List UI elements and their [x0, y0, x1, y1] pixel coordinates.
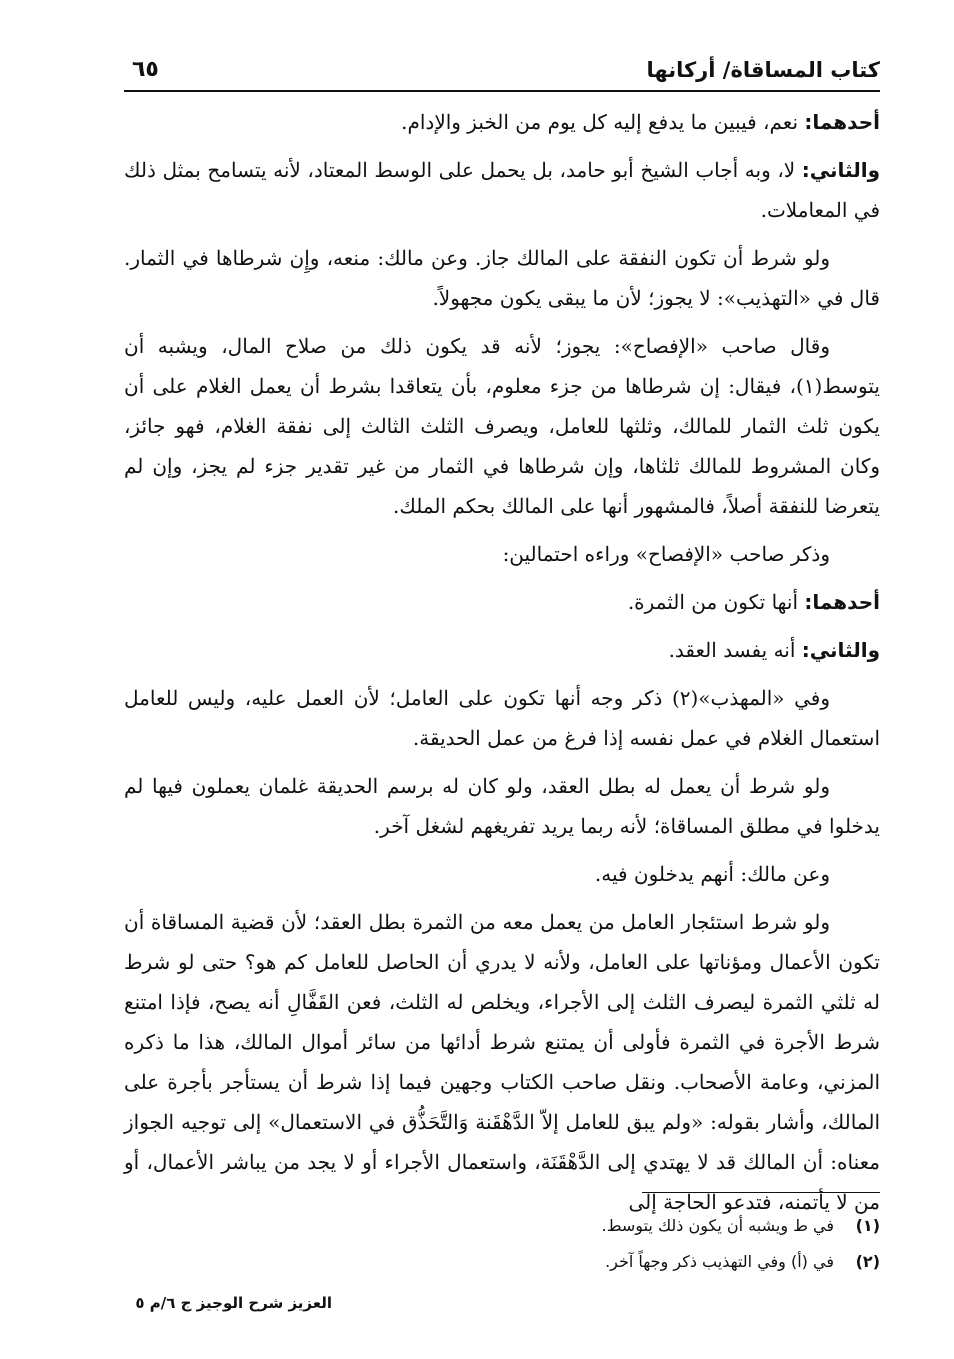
paragraph-text: وعن مالك: أنهم يدخلون فيه. [594, 862, 830, 886]
paragraph-text: ولو شرط أن تكون النفقة على المالك جاز. وعن مالك: منعه، وإِن شرطاها في الثمار. قال في «التهذيب»: لا يجوز؛ لأن ما يبقى يكون مجهولاً. [124, 246, 880, 310]
paragraph-text: لا، وبه أجاب الشيخ أبو حامد، بل يحمل على الوسط المعتاد، لأنه يتسامح بمثل ذلك في المعاملات. [124, 158, 880, 222]
paragraph [124, 238, 880, 318]
signature-line: العزيز شرح الوجيز ج ٦/م ٥ [135, 1294, 332, 1312]
paragraph-text: نعم، فيبين ما يدفع إليه كل يوم من الخبز والإدام. [401, 110, 805, 134]
paragraph-lead: والثاني: [801, 638, 880, 662]
paragraph [124, 326, 880, 526]
footnote-mark: (١) [855, 1216, 880, 1235]
footnotes [124, 1208, 880, 1280]
footnote [124, 1244, 880, 1280]
footnote-mark: (٢) [855, 1252, 880, 1271]
footnote-text: في ط ويشبه أن يكون ذلك يتوسط. [601, 1216, 834, 1235]
paragraph-text: ولو شرط استئجار العامل من يعمل معه من الثمرة بطل العقد؛ لأن قضية المساقاة أن تكون الأعمال ومؤناتها على العامل، ولأنه لا يدري أن الحاصل للعامل كم هو؟ حتى لو شرط له ثلثي الثمرة ليصرف الثلث إلى الأجراء، ويخلص له الثلث، فعن القَفَّالِ أنه يصح، فإذا امتنع شرط الأجرة في الثمرة فأولى أن يمتنع شرط أدائها من سائر أموال المالك، هذا ما ذكره المزني، وعامة الأصحاب. ونقل صاحب الكتاب وجهين فيما إذا شرط أن يستأجر بأجرة على المالك، وأشار بقوله: «ولم يبق للعامل إلاّ الدَّهْقَنة وَالتَّحَذُّق في الاستعمال» إلى توجيه الجواز معناه: أن المالك قد لا يهتدي إلى الدَّهْقَنَة، واستعمال الأجراء أو لا يجد من يباشر الأعمال، أو من لا يأتمنه، فتدعو الحاجة إلى [124, 910, 880, 1214]
running-title: كتاب المساقاة/ أركانها [646, 58, 880, 82]
paragraph-lead: أحدهما: [804, 110, 880, 134]
paragraph-lead: أحدهما: [804, 590, 880, 614]
footnote [124, 1208, 880, 1244]
paragraph-text: وذكر صاحب «الإفصاح» وراءه احتمالين: [502, 542, 830, 566]
paragraph-lead: والثاني: [801, 158, 880, 182]
paragraph [124, 534, 880, 574]
paragraph-text: وفي «المهذب»(٢) ذكر وجه أنها تكون على العامل؛ لأن العمل عليه، وليس للعامل استعمال الغلام في عمل نفسه إذا فرغ من عمل الحديقة. [124, 686, 880, 750]
paragraph [124, 678, 880, 758]
paragraph-text: وقال صاحب «الإفصاح»: يجوز؛ لأنه قد يكون ذلك من صلاح المال، ويشبه أن يتوسط(١)، فيقال: إن شرطاها من جزء معلوم، بأن يتعاقدا بشرط أن يعمل الغلام على أن يكون ثلث الثمار للمالك، وثلثها للعامل، ويصرف الثلث الثالث إلى نفقة الغلام، فهو جائز، وكان المشروط للمالك ثلثاها، وإن شرطاها في الثمار من غير تقدير جزء لم يجز، وإن لم يتعرضا للنفقة أصلاً، فالمشهور أنها على المالك بحكم الملك. [124, 334, 880, 518]
page-header [124, 40, 880, 92]
paragraph [124, 582, 880, 622]
paragraph [124, 150, 880, 230]
book-page [124, 40, 880, 1340]
paragraph [124, 630, 880, 670]
paragraph [124, 102, 880, 142]
paragraph [124, 902, 880, 1222]
paragraph-text: أنه يفسد العقد. [668, 638, 802, 662]
footnote-text: في (أ) وفي التهذيب ذكر وجهاً آخر. [605, 1252, 834, 1271]
footnote-separator [642, 1192, 880, 1193]
paragraph-text: أنها تكون من الثمرة. [627, 590, 805, 614]
page-number: ٦٥ [132, 57, 159, 82]
paragraph [124, 766, 880, 846]
paragraph-text: ولو شرط أن يعمل له بطل العقد، ولو كان له برسم الحديقة غلمان يعملون فيها لم يدخلوا في مطلق المساقاة؛ لأنه ربما يريد تفريغهم لشغل آخر. [124, 774, 880, 838]
main-text [124, 102, 880, 1222]
paragraph [124, 854, 880, 894]
